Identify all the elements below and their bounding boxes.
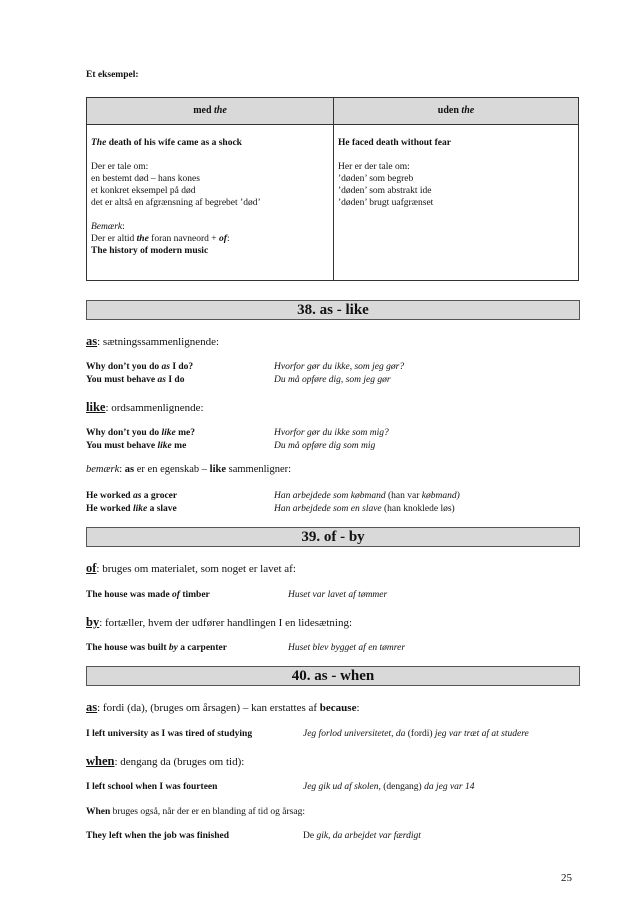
example-translation: Jeg gik ud af skolen, (dengang) da jeg var 14 — [303, 782, 475, 792]
example-translation: Han arbejdede som en slave (han knoklede løs) — [274, 504, 455, 514]
example-translation: Hvorfor gør du ikke som mig? — [274, 428, 389, 438]
as-definition: as: sætningssammenlignende: — [86, 334, 220, 348]
example-row: I left school when I was fourteen — [86, 782, 218, 792]
example-row: You must behave as I do — [86, 375, 185, 385]
example-translation: Jeg forlod universitetet, da (fordi) jeg var træt af at studere — [303, 729, 529, 739]
example-translation: De gik, da arbejdet var færdigt — [303, 831, 421, 841]
when-definition: when: dengang da (bruges om tid): — [86, 754, 245, 768]
when-note: When bruges også, når der er en blanding af tid og årsag: — [86, 807, 305, 817]
section-40-header: 40. as - when — [86, 666, 580, 686]
example-row: They left when the job was finished — [86, 831, 230, 841]
example-row: Why don’t you do as I do? — [86, 362, 194, 372]
like-definition: like: ordsammenlignende: — [86, 400, 204, 414]
cell-without-the: He faced death without fear Her er der tale om: ’døden’ som begreb ’døden’ som abstrakt ide ’døden’ brugt uafgrænset — [334, 125, 579, 281]
cell-with-the: The death of his wife came as a shock Der er tale om: en bestemt død – hans kones et konkret eksempel på død det er altså en afgrænsning af begrebet ’død’ Bemærk: Der er altid the foran navneord + of: The history of modern music — [87, 125, 334, 281]
by-definition: by: fortæller, hvem der udfører handlingen I en lidesætning: — [86, 615, 353, 629]
section-38-header: 38. as - like — [86, 300, 580, 320]
example-translation: Du må opføre dig, som jeg gør — [274, 375, 391, 385]
intro-label: Et eksempel: — [86, 70, 139, 80]
example-row: He worked as a grocer — [86, 491, 178, 501]
of-definition: of: bruges om materialet, som noget er lavet af: — [86, 561, 296, 575]
example-table — [86, 97, 579, 281]
section-39-header: 39. of - by — [86, 527, 580, 547]
as-because-definition: as: fordi (da), (bruges om årsagen) – kan erstattes af because: — [86, 700, 360, 714]
example-translation: Huset blev bygget af en tømrer — [288, 643, 406, 653]
example-translation: Hvorfor gør du ikke, som jeg gør? — [274, 362, 405, 372]
example-translation: Huset var lavet af tømmer — [288, 590, 388, 600]
example-row: The house was built by a carpenter — [86, 643, 227, 653]
page-number: 25 — [561, 872, 572, 884]
example-row: He worked like a slave — [86, 504, 177, 514]
example-row: I left university as I was tired of studying — [86, 729, 253, 739]
col-head-without-the: uden the — [334, 98, 579, 125]
example-translation: Du må opføre dig som mig — [274, 441, 376, 451]
as-like-note: bemærk: as er en egenskab – like sammenligner: — [86, 464, 292, 475]
col-head-with-the: med the — [87, 98, 334, 125]
example-row: The house was made of timber — [86, 590, 210, 600]
example-translation: Han arbejdede som købmand (han var købmand) — [274, 491, 460, 501]
example-row: Why don’t you do like me? — [86, 428, 196, 438]
example-row: You must behave like me — [86, 441, 187, 451]
